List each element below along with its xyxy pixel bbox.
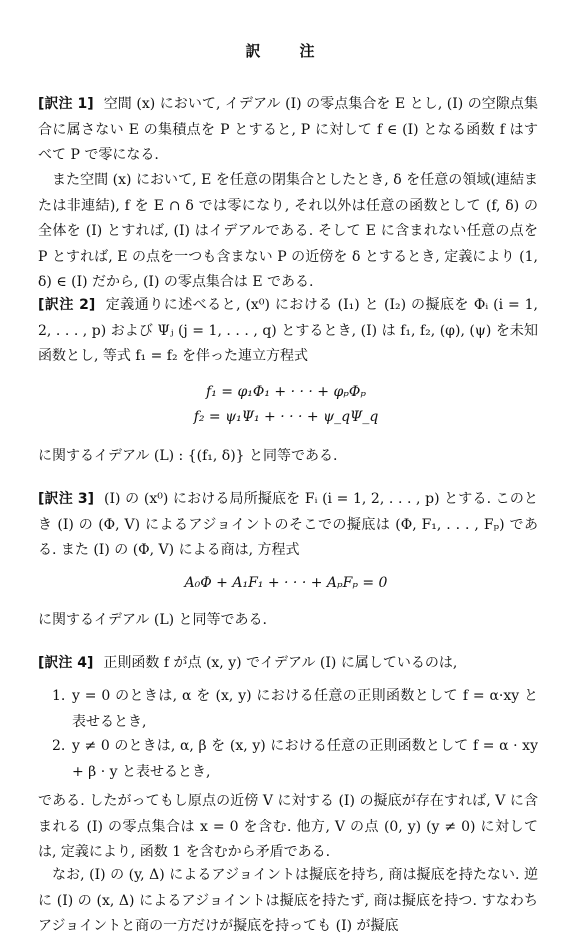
note2-equation1: f₁ = φ₁Φ₁ + · · · + φₚΦₚ: [206, 384, 366, 400]
note2-paragraph1: [38, 293, 538, 370]
note4-list-item-2: [38, 734, 538, 785]
note2-text1: 定義通りに述べると, (x⁰) における (I₁) と (I₂) の擬底を Φᵢ (i = 1, 2, . . . , p) および Ψⱼ (j = 1, . . . , q) とするとき, (I) は f₁, f₂, (φ), (ψ) を未知函数とし, 等式 f₁ = f₂ を伴った連立方程式: [38, 297, 538, 364]
page-title: 訳 注: [245, 42, 327, 60]
note4-paragraph1: [38, 651, 538, 677]
note1-label: [訳注 1]: [38, 96, 94, 112]
note3-label: [訳注 3]: [38, 491, 95, 507]
note4-label: [訳注 4]: [38, 655, 94, 671]
note1-paragraph1: [38, 92, 538, 169]
list-number: 1.: [52, 688, 66, 704]
note3-paragraph2: に関するイデアル (L) と同等である.: [38, 612, 268, 628]
note4-list-item-1: [38, 684, 538, 735]
list-number: 2.: [52, 738, 66, 754]
note3-paragraph1: [38, 487, 538, 564]
note4-paragraph3: なお, (I) の (y, Δ) によるアジョイントは擬底を持ち, 商は擬底を持たない. 逆に (I) の (x, Δ) によるアジョイントは擬底を持たず, 商は擬底を持つ. すなわちアジョイントと商の一方だけが擬底を持っても (I) が擬底: [38, 867, 538, 934]
note3-equation: A₀Φ + A₁F₁ + · · · + AₚFₚ = 0: [184, 575, 388, 591]
note2-equation2: f₂ = ψ₁Ψ₁ + · · · + ψ_qΨ_q: [193, 409, 379, 425]
list-text: y ≠ 0 のときは, α, β を (x, y) における任意の正則函数として f = α · xy + β · y と表せるとき,: [72, 738, 538, 780]
note1-paragraph2: また空間 (x) において, E を任意の閉集合としたとき, δ を任意の領域(連結または非連結), f を E ∩ δ では零になり, それ以外は任意の函数として (f, δ) の全体を (I) とすれば, (I) はイデアルである. そして E に含まれない任意の点を P とすれば, E の点を一つも含まない P の近傍を δ とするとき, 定義により (1, δ) ∈ (I) だから, (I) の零点集合は E である.: [38, 172, 538, 290]
note4-text1: 正則函数 f が点 (x, y) でイデアル (I) に属しているのは,: [103, 655, 458, 671]
list-text: y = 0 のときは, α を (x, y) における任意の正則函数として f = α·xy と表せるとき,: [72, 688, 538, 730]
note3-text1: (I) の (x⁰) における局所擬底を Fᵢ (i = 1, 2, . . . , p) とする. このとき (I) の (Φ, V) によるアジョイントのそこでの擬底は (Φ, F₁, . . . , Fₚ) である. また (I) の (Φ, V) による商は, 方程式: [38, 491, 538, 558]
note2-paragraph2: に関するイデアル (L) : {(f₁, δ)} と同等である.: [38, 448, 338, 464]
note2-label: [訳注 2]: [38, 297, 96, 313]
note4-paragraph2: である. したがってもし原点の近傍 V に対する (I) の擬底が存在すれば, V に含まれる (I) の零点集合は x = 0 を含む. 他方, V の点 (0, y) (y ≠ 0) に対しては, 定義により, 函数 1 を含むから矛盾である.: [38, 793, 538, 860]
note1-text1: 空間 (x) において, イデアル (I) の零点集合を E とし, (I) の空隙点集合に属さない E の集積点を P とすると, P に対して f ∈ (I) となる函数 f はすべて P で零になる.: [38, 96, 538, 163]
